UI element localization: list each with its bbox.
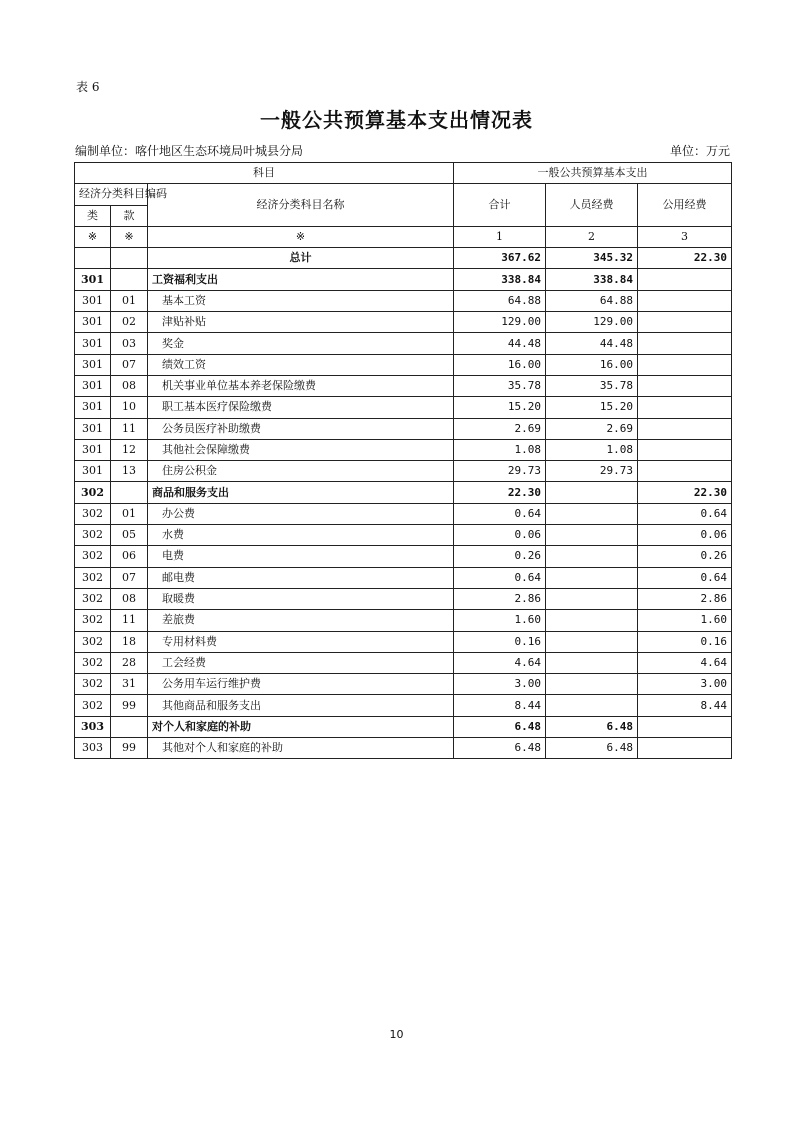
cell-item-name: 住房公积金 xyxy=(148,461,454,482)
cell-lei: 302 xyxy=(75,631,111,652)
cell-public: 0.64 xyxy=(638,567,732,588)
cell-lei: 302 xyxy=(75,567,111,588)
cell-public: 0.06 xyxy=(638,525,732,546)
cell-personnel: 6.48 xyxy=(546,738,638,759)
cell-lei: 302 xyxy=(75,588,111,609)
cell-personnel: 338.84 xyxy=(546,269,638,290)
cell-lei: 303 xyxy=(75,716,111,737)
grand-total-label: 总计 xyxy=(148,248,454,269)
cell-total: 8.44 xyxy=(454,695,546,716)
cell-item-name: 办公费 xyxy=(148,503,454,524)
cell-personnel xyxy=(546,631,638,652)
header-row-1 xyxy=(75,163,732,184)
header-total: 合计 xyxy=(454,184,546,227)
cell-personnel: 44.48 xyxy=(546,333,638,354)
table-row xyxy=(75,588,732,609)
table-row xyxy=(75,269,732,290)
cell-total: 1.60 xyxy=(454,610,546,631)
cell-total: 6.48 xyxy=(454,738,546,759)
cell-lei: 302 xyxy=(75,674,111,695)
table-row xyxy=(75,525,732,546)
empty-cell xyxy=(75,248,111,269)
mark-cell: ※ xyxy=(75,226,111,247)
table-row xyxy=(75,695,732,716)
cell-lei: 302 xyxy=(75,503,111,524)
cell-lei: 301 xyxy=(75,375,111,396)
cell-total: 64.88 xyxy=(454,290,546,311)
cell-item-name: 其他商品和服务支出 xyxy=(148,695,454,716)
budget-table xyxy=(74,162,732,759)
header-econ-name: 经济分类科目名称 xyxy=(148,184,454,227)
cell-personnel xyxy=(546,695,638,716)
header-lei: 类 xyxy=(75,205,111,226)
cell-public: 0.16 xyxy=(638,631,732,652)
cell-lei: 301 xyxy=(75,439,111,460)
cell-kuan: 07 xyxy=(111,567,148,588)
cell-total: 0.26 xyxy=(454,546,546,567)
cell-personnel: 29.73 xyxy=(546,461,638,482)
cell-personnel: 15.20 xyxy=(546,397,638,418)
cell-public xyxy=(638,354,732,375)
cell-total: 2.86 xyxy=(454,588,546,609)
table-row xyxy=(75,482,732,503)
cell-kuan: 02 xyxy=(111,312,148,333)
cell-total: 29.73 xyxy=(454,461,546,482)
cell-personnel: 6.48 xyxy=(546,716,638,737)
table-row xyxy=(75,461,732,482)
cell-total: 16.00 xyxy=(454,354,546,375)
cell-lei: 301 xyxy=(75,333,111,354)
cell-item-name: 水费 xyxy=(148,525,454,546)
cell-public: 0.26 xyxy=(638,546,732,567)
cell-personnel xyxy=(546,503,638,524)
cell-total: 22.30 xyxy=(454,482,546,503)
cell-lei: 301 xyxy=(75,397,111,418)
cell-kuan: 01 xyxy=(111,503,148,524)
cell-public: 4.64 xyxy=(638,652,732,673)
table-number: 表 6 xyxy=(76,80,100,94)
table-row xyxy=(75,312,732,333)
header-kuan: 款 xyxy=(111,205,148,226)
mark-cell: ※ xyxy=(111,226,148,247)
cell-total: 15.20 xyxy=(454,397,546,418)
cell-kuan: 31 xyxy=(111,674,148,695)
header-budget-group: 一般公共预算基本支出 xyxy=(454,163,732,184)
cell-kuan: 11 xyxy=(111,418,148,439)
header-subject: 科目 xyxy=(75,163,454,184)
cell-item-name: 公务员医疗补助缴费 xyxy=(148,418,454,439)
cell-public xyxy=(638,375,732,396)
cell-item-name: 公务用车运行维护费 xyxy=(148,674,454,695)
cell-kuan: 18 xyxy=(111,631,148,652)
cell-item-name: 职工基本医疗保险缴费 xyxy=(148,397,454,418)
cell-public: 1.60 xyxy=(638,610,732,631)
cell-lei: 302 xyxy=(75,610,111,631)
cell-personnel: 16.00 xyxy=(546,354,638,375)
table-row xyxy=(75,631,732,652)
cell-public: 22.30 xyxy=(638,482,732,503)
cell-item-name: 津贴补贴 xyxy=(148,312,454,333)
unit-label: 单位：万元 xyxy=(669,144,730,158)
cell-item-name: 其他社会保障缴费 xyxy=(148,439,454,460)
organization-label: 编制单位：喀什地区生态环境局叶城县分局 xyxy=(75,144,304,158)
table-row xyxy=(75,503,732,524)
cell-kuan: 05 xyxy=(111,525,148,546)
cell-public: 3.00 xyxy=(638,674,732,695)
cell-personnel xyxy=(546,588,638,609)
table-row xyxy=(75,546,732,567)
cell-kuan: 10 xyxy=(111,397,148,418)
page-number: 10 xyxy=(389,1028,404,1041)
cell-item-name: 差旅费 xyxy=(148,610,454,631)
cell-total: 1.08 xyxy=(454,439,546,460)
cell-public xyxy=(638,439,732,460)
cell-lei: 303 xyxy=(75,738,111,759)
table-row xyxy=(75,375,732,396)
table-row xyxy=(75,333,732,354)
cell-total: 338.84 xyxy=(454,269,546,290)
cell-personnel xyxy=(546,482,638,503)
cell-lei: 301 xyxy=(75,290,111,311)
cell-kuan xyxy=(111,482,148,503)
table-row xyxy=(75,290,732,311)
cell-kuan: 13 xyxy=(111,461,148,482)
cell-item-name: 电费 xyxy=(148,546,454,567)
cell-public xyxy=(638,461,732,482)
cell-lei: 302 xyxy=(75,652,111,673)
cell-kuan: 06 xyxy=(111,546,148,567)
cell-kuan: 12 xyxy=(111,439,148,460)
cell-total: 6.48 xyxy=(454,716,546,737)
table-row xyxy=(75,738,732,759)
cell-personnel xyxy=(546,525,638,546)
cell-public: 8.44 xyxy=(638,695,732,716)
cell-item-name: 对个人和家庭的补助 xyxy=(148,716,454,737)
cell-personnel: 64.88 xyxy=(546,290,638,311)
table-row xyxy=(75,397,732,418)
column-number-2: 2 xyxy=(546,226,638,247)
cell-kuan: 99 xyxy=(111,695,148,716)
table-row xyxy=(75,439,732,460)
header-row-4 xyxy=(75,226,732,247)
cell-lei: 301 xyxy=(75,354,111,375)
cell-total: 0.16 xyxy=(454,631,546,652)
grand-total-personnel: 345.32 xyxy=(546,248,638,269)
cell-kuan xyxy=(111,269,148,290)
page-title: 一般公共预算基本支出情况表 xyxy=(260,108,533,132)
cell-lei: 302 xyxy=(75,482,111,503)
cell-personnel: 129.00 xyxy=(546,312,638,333)
cell-lei: 301 xyxy=(75,461,111,482)
grand-total-total: 367.62 xyxy=(454,248,546,269)
cell-personnel xyxy=(546,546,638,567)
cell-kuan: 03 xyxy=(111,333,148,354)
cell-public xyxy=(638,716,732,737)
cell-total: 4.64 xyxy=(454,652,546,673)
header-personnel: 人员经费 xyxy=(546,184,638,227)
cell-personnel: 1.08 xyxy=(546,439,638,460)
cell-lei: 301 xyxy=(75,312,111,333)
cell-total: 0.64 xyxy=(454,567,546,588)
empty-cell xyxy=(111,248,148,269)
table-row xyxy=(75,418,732,439)
header-econ-code: 经济分类科目编码 xyxy=(75,184,148,205)
cell-total: 44.48 xyxy=(454,333,546,354)
table-row xyxy=(75,567,732,588)
header-public: 公用经费 xyxy=(638,184,732,227)
cell-personnel xyxy=(546,652,638,673)
cell-personnel xyxy=(546,567,638,588)
cell-item-name: 邮电费 xyxy=(148,567,454,588)
mark-cell: ※ xyxy=(148,226,454,247)
cell-item-name: 专用材料费 xyxy=(148,631,454,652)
cell-public xyxy=(638,269,732,290)
cell-total: 2.69 xyxy=(454,418,546,439)
cell-item-name: 绩效工资 xyxy=(148,354,454,375)
cell-public xyxy=(638,290,732,311)
cell-public xyxy=(638,418,732,439)
cell-public: 0.64 xyxy=(638,503,732,524)
cell-item-name: 机关事业单位基本养老保险缴费 xyxy=(148,375,454,396)
cell-kuan: 08 xyxy=(111,588,148,609)
cell-kuan: 08 xyxy=(111,375,148,396)
cell-lei: 302 xyxy=(75,525,111,546)
cell-total: 3.00 xyxy=(454,674,546,695)
cell-public xyxy=(638,397,732,418)
cell-item-name: 取暖费 xyxy=(148,588,454,609)
cell-item-name: 其他对个人和家庭的补助 xyxy=(148,738,454,759)
cell-item-name: 工会经费 xyxy=(148,652,454,673)
cell-personnel xyxy=(546,674,638,695)
cell-lei: 302 xyxy=(75,546,111,567)
grand-total-public: 22.30 xyxy=(638,248,732,269)
cell-lei: 301 xyxy=(75,418,111,439)
cell-item-name: 商品和服务支出 xyxy=(148,482,454,503)
cell-item-name: 基本工资 xyxy=(148,290,454,311)
column-number-3: 3 xyxy=(638,226,732,247)
cell-total: 0.64 xyxy=(454,503,546,524)
cell-total: 0.06 xyxy=(454,525,546,546)
cell-kuan: 01 xyxy=(111,290,148,311)
cell-kuan: 28 xyxy=(111,652,148,673)
cell-item-name: 工资福利支出 xyxy=(148,269,454,290)
cell-public: 2.86 xyxy=(638,588,732,609)
cell-public xyxy=(638,738,732,759)
cell-total: 129.00 xyxy=(454,312,546,333)
cell-item-name: 奖金 xyxy=(148,333,454,354)
table-row xyxy=(75,610,732,631)
cell-personnel: 35.78 xyxy=(546,375,638,396)
cell-kuan: 99 xyxy=(111,738,148,759)
table-row xyxy=(75,652,732,673)
column-number-1: 1 xyxy=(454,226,546,247)
cell-personnel: 2.69 xyxy=(546,418,638,439)
table-row xyxy=(75,674,732,695)
table-row xyxy=(75,716,732,737)
grand-total-row xyxy=(75,248,732,269)
cell-lei: 301 xyxy=(75,269,111,290)
cell-kuan: 11 xyxy=(111,610,148,631)
table-row xyxy=(75,354,732,375)
cell-public xyxy=(638,333,732,354)
cell-personnel xyxy=(546,610,638,631)
cell-kuan xyxy=(111,716,148,737)
cell-kuan: 07 xyxy=(111,354,148,375)
header-row-2 xyxy=(75,184,732,205)
cell-public xyxy=(638,312,732,333)
cell-total: 35.78 xyxy=(454,375,546,396)
cell-lei: 302 xyxy=(75,695,111,716)
